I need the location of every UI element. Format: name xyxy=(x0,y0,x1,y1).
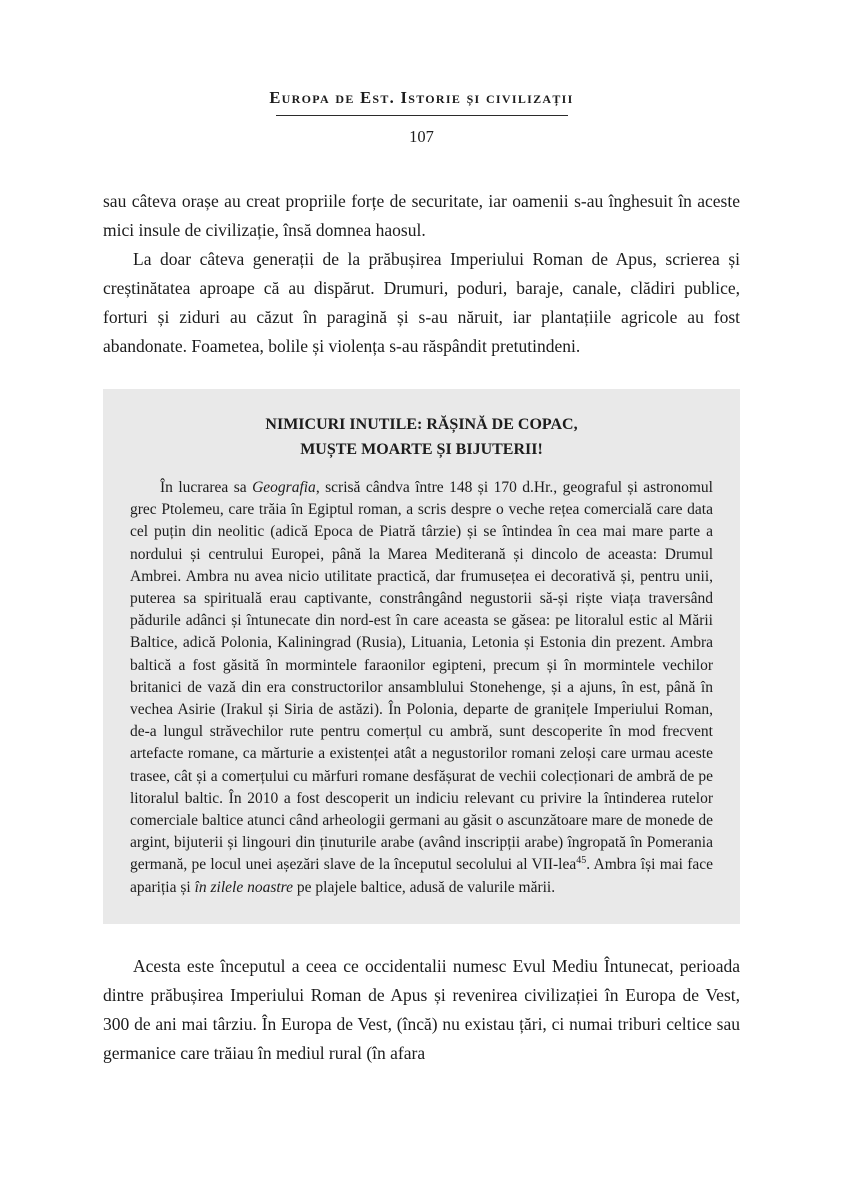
paragraph-3: Acesta este începutul a ceea ce occidentalii numesc Evul Mediu Întunecat, perioada dintre prăbușirea Imperiului Roman de Apus și revenirea civilizației în Europa de Vest, 300 de ani mai târziu. În Europa de Vest, (încă) nu existau țări, ci numai triburi celtice sau germanice care trăiau în mediul rural (în afara xyxy=(103,955,740,1063)
sidebar-box-title xyxy=(130,412,713,462)
header-divider xyxy=(276,115,568,116)
box-text-segment-1: În lucrarea sa xyxy=(160,479,253,496)
paragraph-2: La doar câteva generații de la prăbușirea Imperiului Roman de Apus, scrierea și creștinătatea aproape că au dispărut. Drumuri, poduri, baraje, canale, clădiri publice, forturi și ziduri au căzut în paragină și s-au năruit, iar plantațiile agricole au fost abandonate. Foametea, bolile și violența s-au răspândit pretutindeni. xyxy=(103,249,740,356)
paragraph-1: sau câteva orașe au creat propriile forțe de securitate, iar oamenii s-au înghesuit în aceste mici insule de civilizație, însă domnea haosul. xyxy=(103,191,740,240)
italic-phrase: în zilele noastre xyxy=(194,878,294,896)
page-number: 107 xyxy=(409,127,434,146)
sidebar-box-title-line-2: MUȘTE MOARTE ȘI BIJUTERII! xyxy=(300,441,543,458)
page-header xyxy=(103,88,740,147)
book-title-italic: Geografia xyxy=(252,479,316,496)
sidebar-box-title-line-1: NIMICURI INUTILE: RĂȘINĂ DE COPAC, xyxy=(265,416,578,433)
running-title: Europa de Est. Istorie și civilizații xyxy=(269,88,574,107)
box-text-segment-4: pe plajele baltice, adusă de valurile mării. xyxy=(293,878,556,896)
box-text-segment-2: , scrisă cândva între 148 și 170 d.Hr., geograful și astronomul grec Ptolemeu, care trăia în Egiptul roman, a scris despre o veche rețea comercială care data cel puțin din neolitic (adică Epoca de Piatră târzie) și se întindea în cea mai mare parte a nordului și centrului Europei, până la Marea Mediterană și dincolo de aceasta: Drumul Ambrei. Ambra nu avea nicio utilitate practică, dar frumusețea ei decorativă și, pentru unii, puterea sa spirituală erau captivante, constrângând negustorii să-și riște viața traversând pădurile adânci și întunecate din nord-est în care aceasta se găsea: pe litoralul estic al Mării Baltice, adică Polonia, Kaliningrad (Rusia), Lituania, Letonia și Estonia din prezent. Ambra baltică a fost găsită în mormintele faraonilor egipteni, precum și în mormintele vechilor britanici de vază din era constructorilor ansamblului Stonehenge, și a ajuns, în est, până în vechea Asirie (Irakul și Siria de astăzi). În Polonia, departe de granițele Imperiului Roman, de-a lungul străvechilor rute pentru comerțul cu ambră, sunt descoperite în mod frecvent artefacte romane, ca mărturie a existenței atât a negustorilor romani zeloși care urmau aceste trasee, cât și a comerțului cu mărfuri romane desfășurat de vechii colecționari de ambră de pe litoralul baltic. În 2010 a fost descoperit un indiciu relevant cu privire la întinderea rutelor comerciale baltice atunci când arheologii germani au găsit o ascunzătoare mare de monede de argint, bijuterii și lingouri din ținuturile arabe (având inscripții arabe) îngropată în Pomerania germană, pe locul unei așezări slave de la începutul secolului al VII-lea xyxy=(130,479,713,874)
box-text-segment-3: . Ambra își mai face apariția și xyxy=(130,856,713,896)
sidebar-box-text xyxy=(130,477,713,899)
page-body xyxy=(103,187,740,1068)
sidebar-box xyxy=(103,389,740,924)
footnote-reference: 45 xyxy=(576,855,587,867)
